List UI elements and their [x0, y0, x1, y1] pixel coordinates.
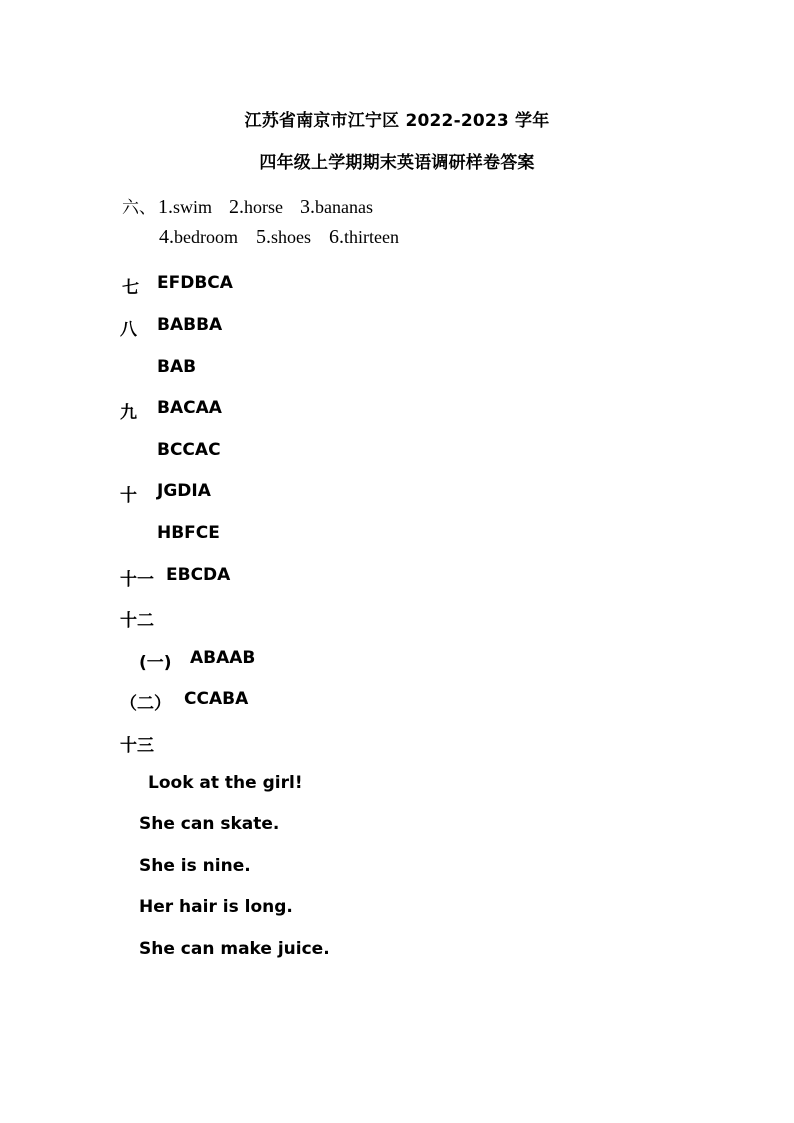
section13-sentence-2: She can skate.: [139, 814, 280, 834]
section12-part1-label: (一): [139, 653, 172, 673]
section9-answer-2: BCCAC: [157, 440, 221, 460]
section6-item-1: 1.swim: [158, 196, 213, 218]
section11-answer: EBCDA: [166, 565, 231, 585]
section12-label: 十二: [120, 611, 154, 631]
section6-item-2: 2.horse: [229, 196, 284, 218]
section6-item-4: 4.bedroom: [159, 226, 238, 248]
section8-answer-2: BAB: [157, 357, 197, 377]
section13-label: 十三: [120, 736, 154, 756]
section11-label: 十一: [120, 570, 154, 590]
section6-row2: [159, 226, 399, 249]
page-subtitle: 四年级上学期期末英语调研样卷答案: [259, 153, 535, 173]
section6-label: 六、: [122, 198, 156, 218]
section6-item-3: 3.bananas: [300, 196, 373, 218]
section13-sentence-4: Her hair is long.: [139, 897, 293, 917]
section7-label: 七: [122, 278, 139, 298]
section6-item-5: 5.shoes: [255, 226, 311, 248]
section10-answer-2: HBFCE: [157, 523, 220, 543]
section9-label: 九: [120, 403, 137, 423]
section13-sentence-5: She can make juice.: [139, 939, 330, 959]
section8-answer-1: BABBA: [157, 315, 223, 335]
section10-label: 十: [120, 486, 137, 506]
section12-part2-label: （二）: [120, 694, 171, 714]
section8-label: 八: [120, 320, 137, 340]
section12-part2-answer: CCABA: [184, 689, 249, 709]
page-title: 江苏省南京市江宁区 2022-2023 学年: [244, 111, 550, 131]
section6-row1: [122, 193, 373, 219]
section9-answer-1: BACAA: [157, 398, 222, 418]
section12-part1-answer: ABAAB: [190, 648, 256, 668]
section7-answer: EFDBCA: [157, 273, 233, 293]
section13-sentence-3: She is nine.: [139, 856, 251, 876]
section6-item-6: 6.thirteen: [328, 226, 399, 248]
section13-sentence-1: Look at the girl!: [148, 773, 303, 793]
section10-answer-1: JGDIA: [157, 481, 211, 501]
